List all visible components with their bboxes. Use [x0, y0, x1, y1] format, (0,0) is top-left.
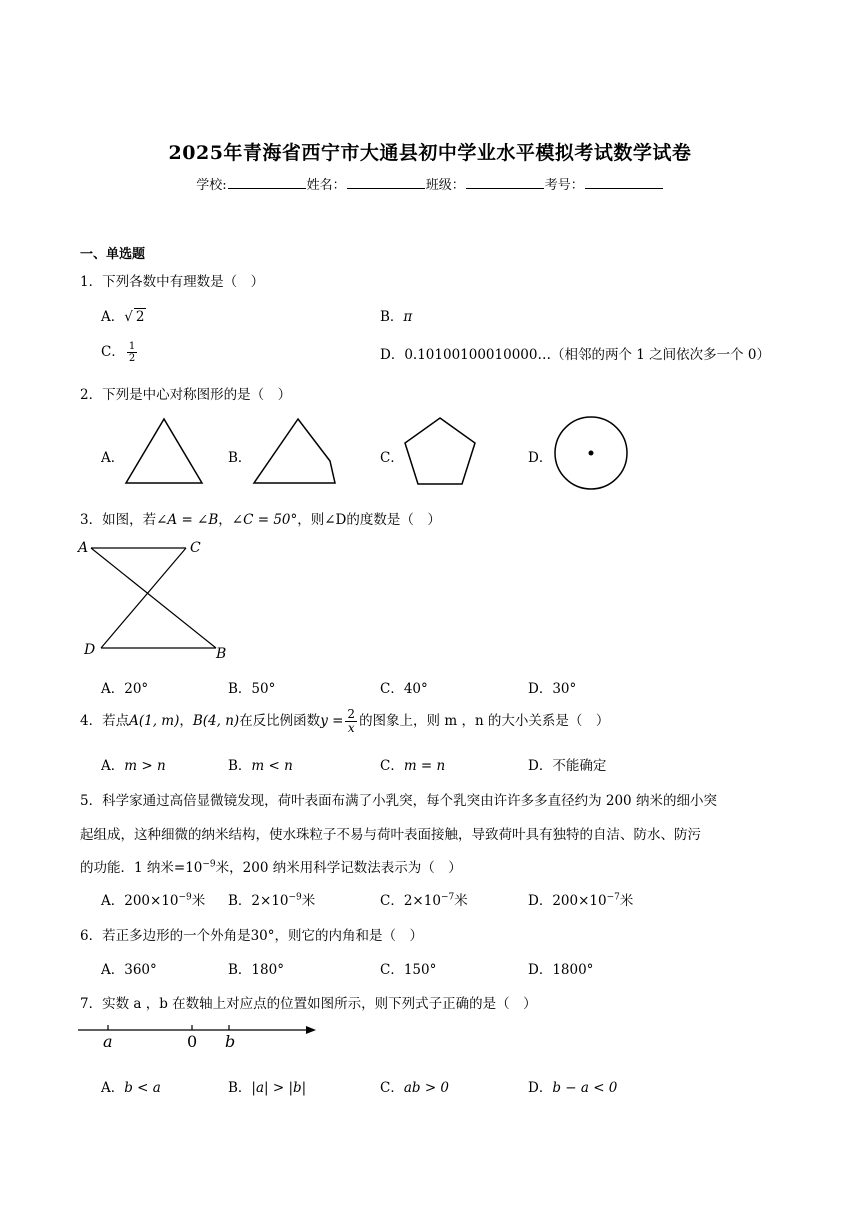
name-label: 姓名： — [306, 178, 346, 193]
q3-label-c: C — [190, 540, 201, 556]
q6-option-a[interactable]: A．360° — [101, 962, 157, 978]
q4-option-c[interactable]: C．m = n — [380, 758, 446, 774]
q2-circle-figure — [552, 416, 630, 492]
class-label: 班级： — [425, 178, 465, 193]
q6-stem: 6．若正多边形的一个外角是30°，则它的内角和是（ ） — [80, 928, 424, 944]
q7-axis-b: b — [225, 1032, 236, 1051]
q7-option-d[interactable]: D．b − a < 0 — [528, 1080, 618, 1096]
name-blank[interactable] — [347, 176, 425, 189]
q5-option-c[interactable]: C．$2\times 10^{-7}$米 — [380, 892, 468, 909]
q2-triangle-figure — [122, 415, 206, 487]
q3-label-a: A — [78, 540, 89, 556]
q3-label-d: D — [84, 642, 96, 658]
q6-option-d[interactable]: D．1800° — [528, 962, 594, 978]
q6-option-b[interactable]: B．180° — [228, 962, 284, 978]
q4-stem: 4．若点A(1, m)，B(4, n)在反比例函数y = $\frac{2}{x}$ 的图象上，则 m ，n 的大小关系是（ ） — [80, 707, 610, 735]
section-title: 一、单选题 — [80, 247, 146, 262]
class-blank[interactable] — [466, 176, 544, 189]
q1-a-value: 2 — [135, 309, 145, 325]
q7-option-a[interactable]: A．b < a — [101, 1080, 161, 1096]
q5-option-a[interactable]: A．$200\times 10^{-9}$米 — [101, 892, 206, 909]
q7-stem: 7．实数 a ，b 在数轴上对应点的位置如图所示，则下列式子正确的是（ ） — [80, 996, 537, 1012]
q2-quadrilateral-figure — [250, 415, 340, 487]
q1-d-value: 0.10100100010000…（相邻的两个 1 之间依次多一个 0） — [404, 347, 771, 363]
q7-number-line — [76, 1022, 320, 1052]
q4-option-d[interactable]: D．不能确定 — [528, 758, 607, 774]
q5-option-b[interactable]: B．$2\times 10^{-9}$米 — [228, 892, 316, 909]
q6-option-c[interactable]: C．150° — [380, 962, 437, 978]
student-info-line — [0, 174, 860, 193]
q1-stem: 1．下列各数中有理数是（ ） — [80, 274, 265, 290]
q2-pentagon-figure — [400, 414, 480, 488]
q4-option-b[interactable]: B．m < n — [228, 758, 293, 774]
school-blank[interactable] — [228, 176, 306, 189]
q3-stem: 3．如图，若∠A = ∠B，∠C = 50°，则∠D的度数是（ ） — [80, 512, 441, 528]
q7-option-b[interactable]: B．|a| > |b| — [228, 1080, 307, 1096]
q5-option-d[interactable]: D．$200\times 10^{-7}$米 — [528, 892, 634, 909]
q2-option-d-label[interactable]: D． — [528, 450, 553, 466]
q3-label-b: B — [216, 646, 227, 662]
q2-option-b-label[interactable]: B． — [228, 450, 252, 466]
q1-c-fraction: $\frac{1}{2}$ — [128, 341, 136, 364]
q3-option-a[interactable]: A．20° — [101, 681, 149, 697]
exam-no-label: 考号： — [544, 178, 584, 193]
q3-option-b[interactable]: B．50° — [228, 681, 276, 697]
q1-option-a[interactable]: A．√ 2 — [101, 309, 145, 325]
q2-option-a-label[interactable]: A． — [101, 450, 125, 466]
q5-line-1: 5．科学家通过高倍显微镜发现，荷叶表面布满了小乳突，每个乳突由许许多多直径约为 200 纳米的细小突 — [80, 793, 717, 809]
q1-option-c[interactable]: C． $\frac{1}{2}$ — [101, 341, 136, 364]
q5-line-3: 的功能．1 纳米$=10^{-9}$米，200 纳米用科学记数法表示为（ ） — [80, 859, 462, 876]
q3-option-c[interactable]: C．40° — [380, 681, 428, 697]
q3-option-d[interactable]: D．30° — [528, 681, 577, 697]
q1-b-value: π — [403, 309, 413, 325]
exam-no-blank[interactable] — [585, 176, 663, 189]
exam-title: 2025年青海省西宁市大通县初中学业水平模拟考试数学试卷 — [168, 142, 692, 164]
q4-option-a[interactable]: A．m > n — [101, 758, 166, 774]
q7-option-c[interactable]: C．ab > 0 — [380, 1080, 450, 1096]
q7-axis-zero: 0 — [187, 1032, 198, 1051]
q1-option-d[interactable]: D．0.10100100010000…（相邻的两个 1 之间依次多一个 0） — [380, 347, 771, 363]
q2-stem: 2．下列是中心对称图形的是（ ） — [80, 387, 292, 403]
q4-function-fraction: $\frac{2}{x}$ — [347, 707, 356, 735]
school-label: 学校: — [196, 178, 227, 193]
q5-line-2: 起组成，这种细微的纳米结构，使水珠粒子不易与荷叶表面接触，导致荷叶具有独特的自洁、防水、防污 — [80, 827, 701, 843]
q1-option-b[interactable]: B．π — [380, 309, 413, 325]
q7-axis-a: a — [103, 1032, 113, 1051]
q2-option-c-label[interactable]: C． — [380, 450, 404, 466]
q3-figure — [76, 536, 236, 664]
